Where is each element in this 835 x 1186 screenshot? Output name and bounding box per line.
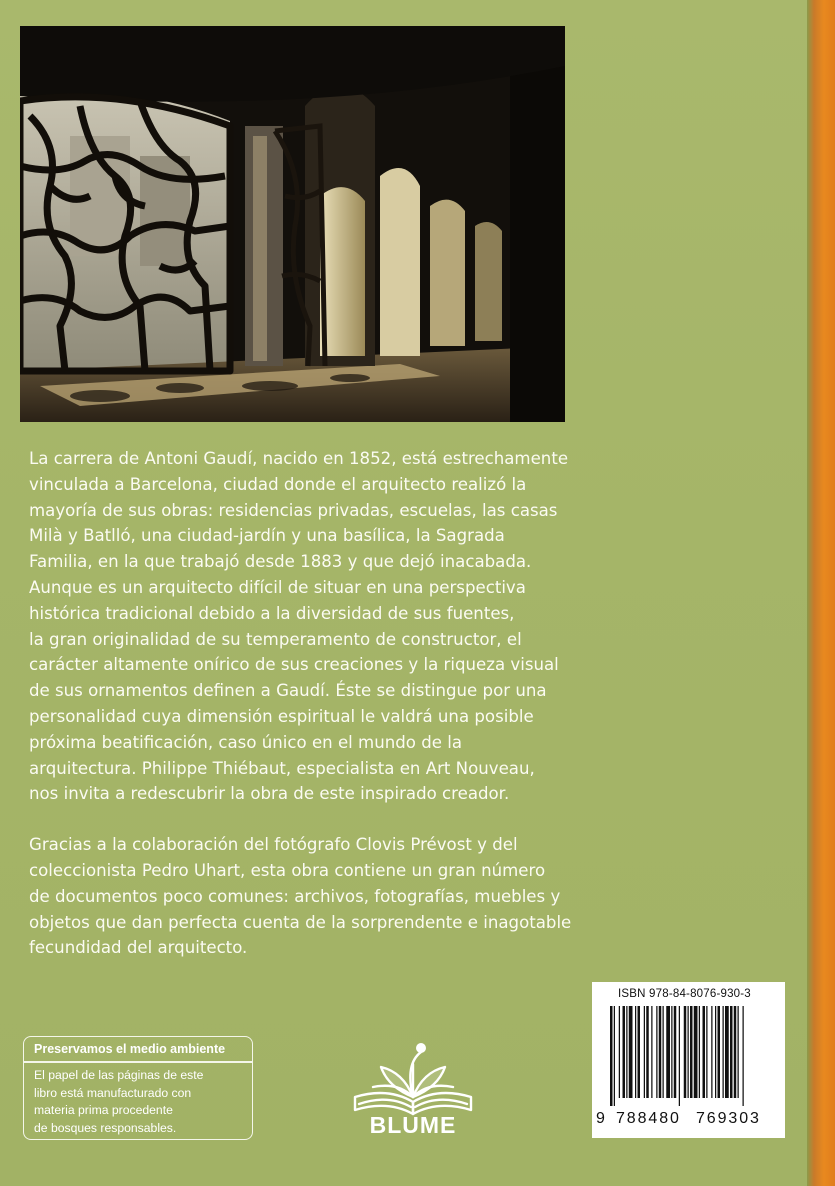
text-line: coleccionista Pedro Uhart, esta obra contiene un gran número xyxy=(29,860,546,880)
ean-left-digits: 788480 xyxy=(616,1110,681,1127)
environment-notice-divider xyxy=(24,1061,252,1063)
environment-notice-text xyxy=(34,1067,203,1137)
text-line: mayoría de sus obras: residencias privadas, escuelas, las casas xyxy=(29,500,558,520)
barcode-bar xyxy=(663,1006,664,1098)
text-line: de sus ornamentos definen a Gaudí. Éste se distingue por una xyxy=(29,681,547,701)
barcode-bar xyxy=(699,1006,700,1098)
text-line: Aunque es un arquitecto difícil de situar en una perspectiva xyxy=(29,577,526,597)
barcode-bar xyxy=(635,1006,636,1098)
environment-notice-line: materia prima procedente xyxy=(34,1103,173,1118)
isbn-label: ISBN 978-84-8076-930-3 xyxy=(618,988,751,1000)
barcode-bar xyxy=(629,1006,633,1098)
description-paragraph-1 xyxy=(29,446,619,807)
text-line: próxima beatificación, caso único en el mundo de la xyxy=(29,732,463,752)
text-line: histórica tradicional debido a la diversidad de sus fuentes, xyxy=(29,603,515,623)
barcode-bar xyxy=(646,1006,649,1098)
barcode-bar xyxy=(656,1006,657,1098)
text-line: la gran originalidad de su temperamento de constructor, el xyxy=(29,629,522,649)
barcode-bar xyxy=(671,1006,672,1098)
barcode-bar xyxy=(718,1006,721,1098)
environment-notice-line: de bosques responsables. xyxy=(34,1120,177,1135)
barcode-bar xyxy=(738,1006,739,1098)
environment-notice-box xyxy=(23,1036,253,1140)
barcode-bar xyxy=(743,1006,744,1106)
text-line: objetos que dan perfecta cuenta de la sorprendente e inagotable xyxy=(29,912,572,932)
barcode-bar xyxy=(610,1006,613,1106)
barcode-bar xyxy=(688,1006,689,1098)
barcode-bar xyxy=(651,1006,652,1098)
book-spine-edge xyxy=(807,0,835,1186)
text-line: personalidad cuya dimensión espiritual le valdrá una posible xyxy=(29,706,534,726)
barcode-bar xyxy=(666,1006,670,1098)
text-line: La carrera de Antoni Gaudí, nacido en 1852, está estrechamente xyxy=(29,449,569,468)
barcode-bar xyxy=(614,1006,615,1106)
text-line: fecundidad del arquitecto. xyxy=(29,938,248,958)
barcode-bar xyxy=(706,1006,707,1098)
barcode-bar xyxy=(626,1006,627,1098)
barcode-bar xyxy=(725,1006,729,1098)
barcode-bar xyxy=(734,1006,737,1098)
barcode-bar xyxy=(730,1006,733,1098)
text-line: carácter altamente onírico de sus creaciones y la riqueza visual xyxy=(29,655,559,675)
description-paragraph-2 xyxy=(29,832,619,961)
environment-notice-line: libro está manufacturado con xyxy=(34,1085,192,1100)
barcode-bar xyxy=(694,1006,698,1098)
barcode-bar xyxy=(619,1006,620,1098)
environment-notice-title: Preservamos el medio ambiente xyxy=(34,1042,226,1056)
text-line: Familia, en la que trabajó desde 1883 y que dejó inacabada. xyxy=(29,552,532,572)
barcode-bar xyxy=(684,1006,687,1098)
barcode-bar xyxy=(679,1006,680,1106)
book-description xyxy=(29,446,619,961)
text-line: arquitectura. Philippe Thiébaut, especialista en Art Nouveau, xyxy=(29,758,535,778)
text-line: nos invita a redescubrir la obra de este inspirado creador. xyxy=(29,784,510,804)
text-line: de documentos poco comunes: archivos, fotografías, muebles y xyxy=(29,886,561,906)
ean-right-digits: 769303 xyxy=(696,1110,761,1127)
barcode-bar xyxy=(690,1006,693,1098)
barcode-bar xyxy=(703,1006,706,1098)
barcode-bar xyxy=(659,1006,662,1098)
barcode-bar xyxy=(674,1006,677,1098)
barcode-bar xyxy=(638,1006,641,1098)
cover-photo-gaudi-ironwork xyxy=(20,26,565,422)
barcode-bar xyxy=(711,1006,712,1098)
barcode-image xyxy=(602,1006,777,1106)
barcode-bar xyxy=(723,1006,724,1098)
ean-first-digit: 9 xyxy=(596,1110,605,1127)
text-line: vinculada a Barcelona, ciudad donde el arquitecto realizó la xyxy=(29,474,527,494)
barcode-bar xyxy=(715,1006,716,1098)
barcode-bar xyxy=(623,1006,626,1098)
text-line: Milà y Batlló, una ciudad-jardín y una basílica, la Sagrada xyxy=(29,526,505,546)
text-line: Gracias a la colaboración del fotógrafo Clovis Prévost y del xyxy=(29,835,518,855)
environment-notice-line: El papel de las páginas de este xyxy=(34,1068,204,1082)
barcode-panel xyxy=(592,982,785,1138)
barcode-bar xyxy=(644,1006,645,1098)
publisher-name: BLUME xyxy=(369,1112,457,1138)
